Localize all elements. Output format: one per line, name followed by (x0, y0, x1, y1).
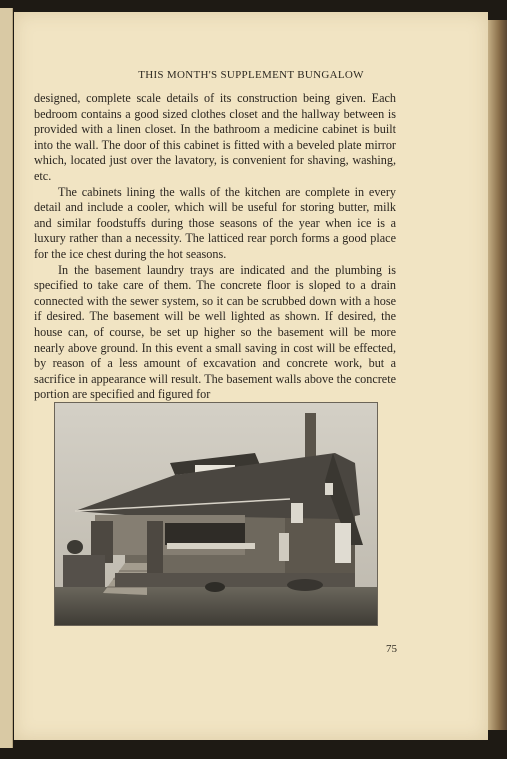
running-head: THIS MONTH'S SUPPLEMENT BUNGALOW (138, 69, 364, 81)
book-page-edges (487, 20, 507, 730)
paragraph-kitchen: The cabinets lining the walls of the kitchen are complete in every detail and include a cooler, which will be useful for storing butter, milk and similar foodstuffs during those seasons of the year when ice is a luxury rather than a necessity. The latticed rear porch forms a good place for the ice chest during the hot seasons. (34, 184, 396, 261)
body-text (34, 91, 396, 403)
paragraph-basement: In the basement laundry trays are indicated and the plumbing is specified to take care of them. The concrete floor is sloped to a drain connected with the sewer system, so it can be scrubbed down with a hose if desired. The basement will be well lighted as shown. If desired, the house can, of course, be set up higher so the basement will be more nearly above ground. In this event a small saving in cost will be effected, by reason of a less amount of excavation and concrete work, but a sacrifice in appearance will result. The basement walls above the concrete portion are specified and figured for (34, 262, 396, 402)
bungalow-photograph (54, 402, 378, 626)
book-page (14, 12, 488, 740)
paragraph-continued: designed, complete scale details of its construction being given. Each bedroom contains a good sized clothes closet and the hallway between is provided with a linen closet. In the bathroom a medicine cabinet is built into the wall. The door of this cabinet is fitted with a beveled plate mirror which, located just over the lavatory, is convenient for shaving, washing, etc. (34, 91, 396, 183)
facing-page-edge (0, 8, 13, 748)
page-number: 75 (386, 643, 397, 655)
